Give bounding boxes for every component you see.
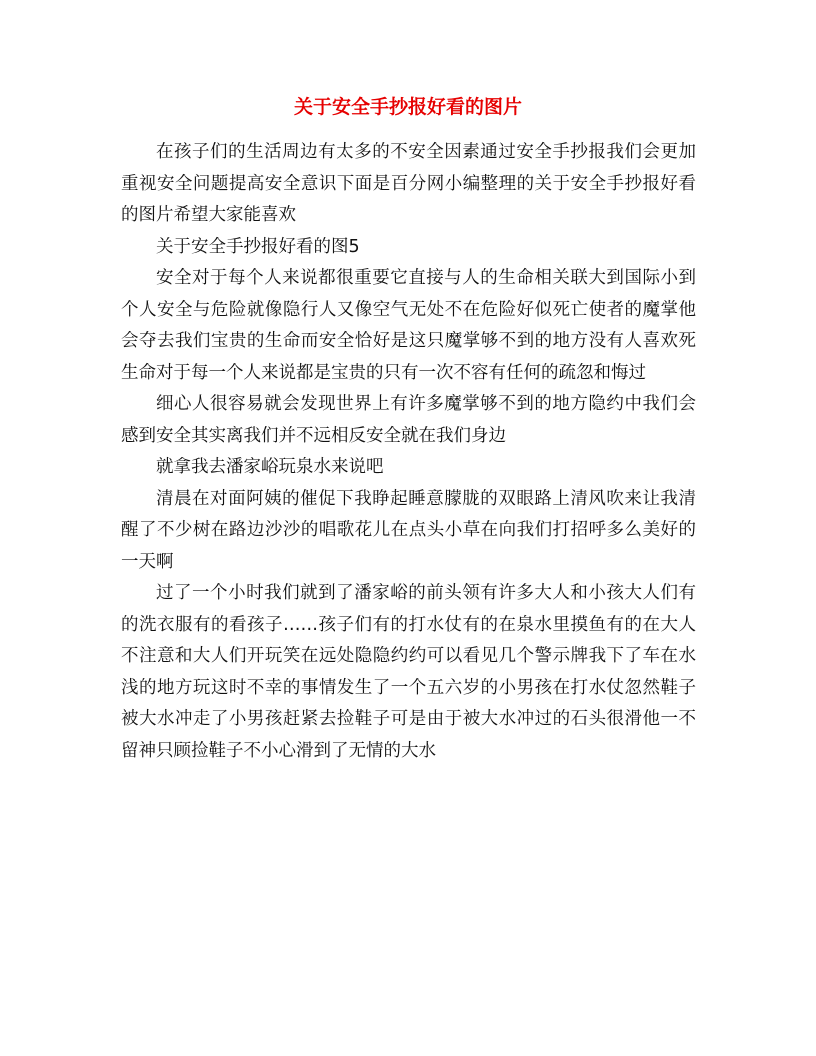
paragraph-safety-importance: 安全对于每个人来说都很重要它直接与人的生命相关联大到国际小到个人安全与危险就像隐行人又像空气无处不在危险好似死亡使者的魔掌他会夺去我们宝贵的生命而安全恰好是这只魔掌够不到的地方没有人喜欢死生命对于每一个人来说都是宝贵的只有一次不容有任何的疏忽和悔过	[121, 268, 696, 383]
paragraph-safety-nearby: 细心人很容易就会发现世界上有许多魔掌够不到的地方隐约中我们会感到安全其实离我们并不远相反安全就在我们身边	[121, 394, 696, 446]
paragraph-image-caption: 关于安全手抄报好看的图5	[156, 236, 360, 257]
paragraph-accident: 过了一个小时我们就到了潘家峪的前头领有许多大人和小孩大人们有的洗衣服有的看孩子……孩子们有的打水仗有的在泉水里摸鱼有的在大人不注意和大人们开玩笑在远处隐隐约约可以看见几个警示牌我下了车在水浅的地方玩这时不幸的事情发生了一个五六岁的小男孩在打水仗忽然鞋子被大水冲走了小男孩赶紧去捡鞋子可是由于被大水冲过的石头很滑他一不留神只顾捡鞋子不小心滑到了无情的大水	[121, 583, 696, 761]
document-body	[121, 137, 696, 767]
paragraph-story-intro: 就拿我去潘家峪玩泉水来说吧	[156, 457, 384, 477]
paragraph-intro: 在孩子们的生活周边有太多的不安全因素通过安全手抄报我们会更加重视安全问题提高安全意识下面是百分网小编整理的关于安全手抄报好看的图片希望大家能喜欢	[121, 142, 696, 225]
paragraph-morning: 清晨在对面阿姨的催促下我睁起睡意朦胧的双眼路上清风吹来让我清醒了不少树在路边沙沙的唱歌花儿在点头小草在向我们打招呼多么美好的一天啊	[121, 488, 696, 572]
document-title: 关于安全手抄报好看的图片	[293, 96, 522, 118]
